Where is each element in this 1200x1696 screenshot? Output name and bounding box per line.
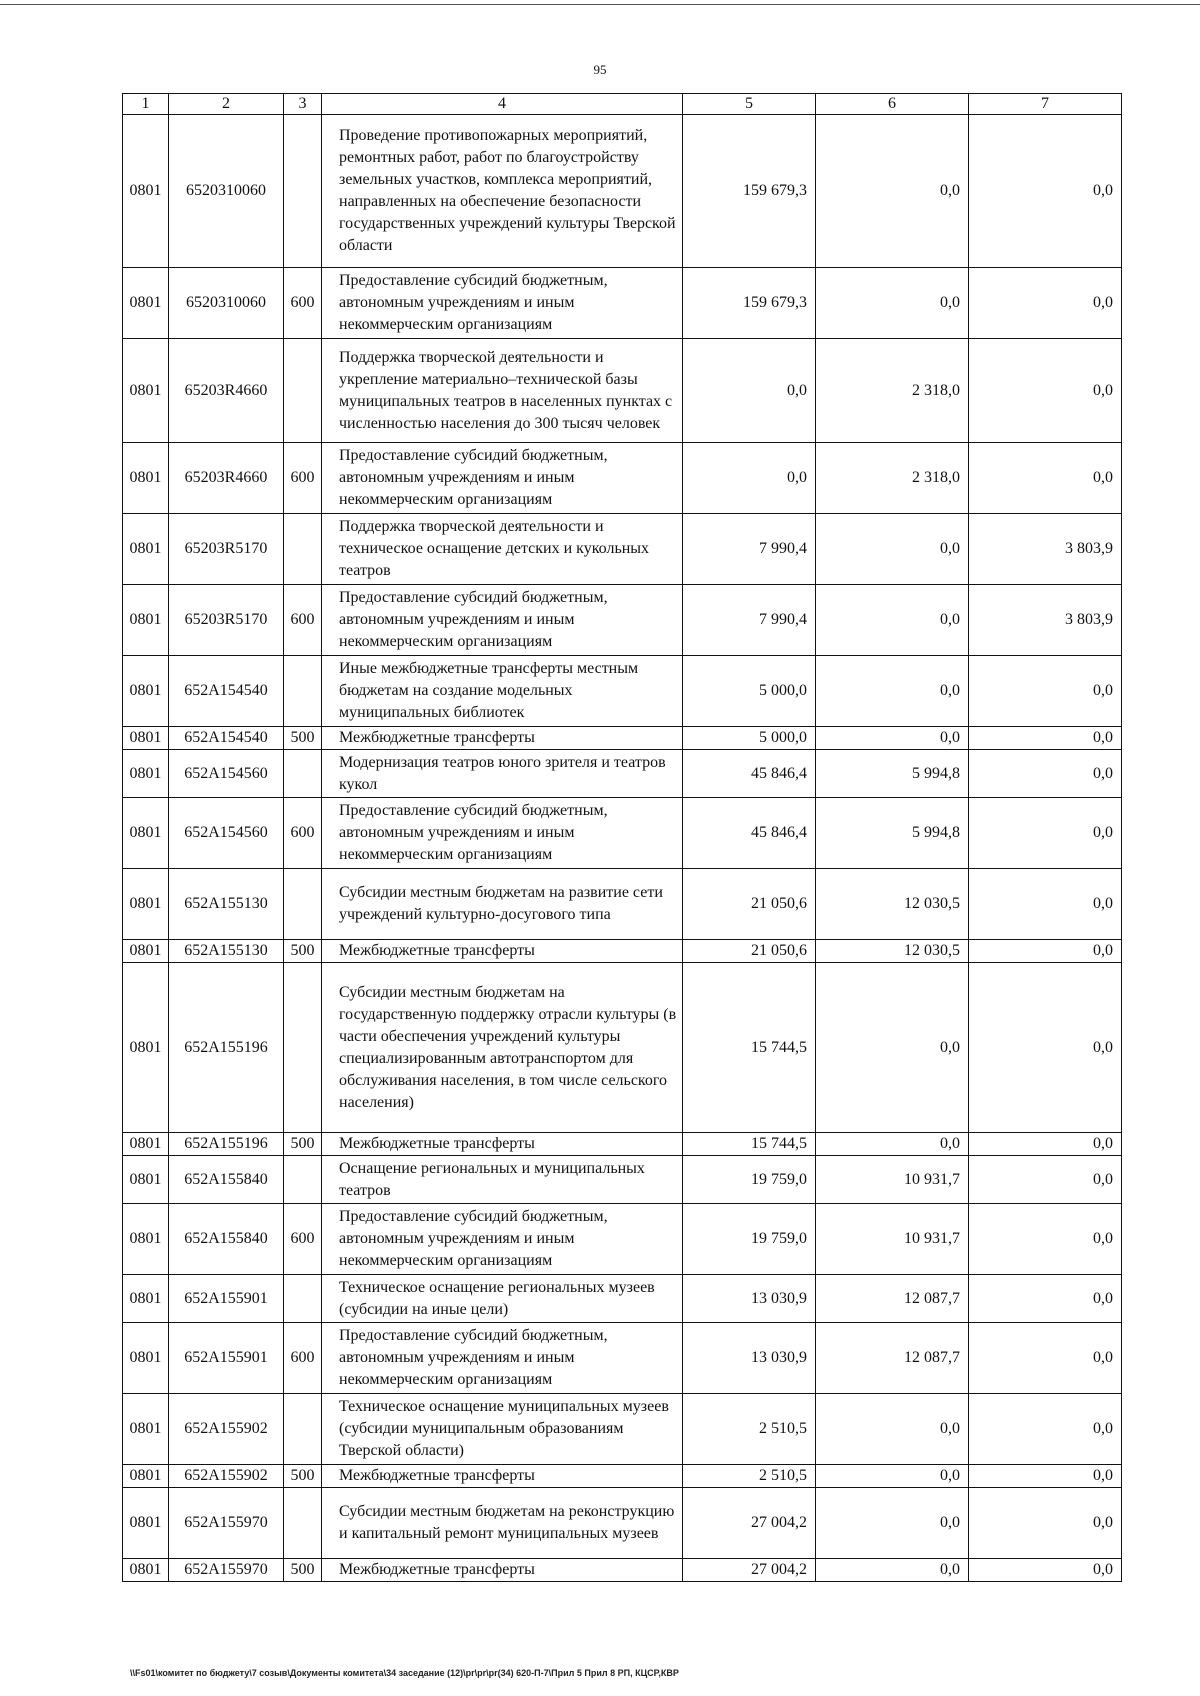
expense-type-cell: 500 bbox=[284, 1133, 322, 1156]
description-cell: Межбюджетные трансферты bbox=[322, 727, 683, 750]
amount-col6-cell: 12 030,5 bbox=[816, 869, 969, 940]
section-code-cell: 0801 bbox=[123, 963, 169, 1133]
target-code-cell: 65203R4660 bbox=[169, 339, 284, 443]
header-col-6: 6 bbox=[816, 94, 969, 115]
target-code-cell: 6520310060 bbox=[169, 268, 284, 339]
amount-col7-cell: 0,0 bbox=[969, 940, 1122, 963]
amount-col5-cell: 2 510,5 bbox=[683, 1394, 816, 1465]
target-code-cell: 652A155196 bbox=[169, 1133, 284, 1156]
description-cell: Предоставление субсидий бюджетным, автономным учреждениям и иным некоммерческим организациям bbox=[322, 268, 683, 339]
expense-type-cell bbox=[284, 514, 322, 585]
amount-col7-cell: 0,0 bbox=[969, 798, 1122, 869]
expense-type-cell: 600 bbox=[284, 268, 322, 339]
amount-col6-cell: 5 994,8 bbox=[816, 798, 969, 869]
description-cell: Техническое оснащение муниципальных музеев (субсидии муниципальным образованиям Тверской области) bbox=[322, 1394, 683, 1465]
section-code-cell: 0801 bbox=[123, 727, 169, 750]
target-code-cell: 652A154560 bbox=[169, 798, 284, 869]
amount-col6-cell: 12 087,7 bbox=[816, 1323, 969, 1394]
description-cell: Межбюджетные трансферты bbox=[322, 1465, 683, 1488]
amount-col7-cell: 0,0 bbox=[969, 339, 1122, 443]
amount-col7-cell: 0,0 bbox=[969, 268, 1122, 339]
description-cell: Иные межбюджетные трансферты местным бюджетам на создание модельных муниципальных библиотек bbox=[322, 656, 683, 727]
table-row bbox=[123, 443, 1122, 514]
expense-type-cell: 500 bbox=[284, 1559, 322, 1582]
target-code-cell: 652A155902 bbox=[169, 1465, 284, 1488]
table-header bbox=[123, 94, 1122, 115]
target-code-cell: 652A155196 bbox=[169, 963, 284, 1133]
expense-type-cell bbox=[284, 869, 322, 940]
amount-col6-cell: 10 931,7 bbox=[816, 1204, 969, 1275]
section-code-cell: 0801 bbox=[123, 443, 169, 514]
section-code-cell: 0801 bbox=[123, 1323, 169, 1394]
amount-col7-cell: 0,0 bbox=[969, 727, 1122, 750]
expense-type-cell: 500 bbox=[284, 940, 322, 963]
table-row bbox=[123, 656, 1122, 727]
amount-col6-cell: 12 087,7 bbox=[816, 1275, 969, 1323]
amount-col7-cell: 0,0 bbox=[969, 869, 1122, 940]
section-code-cell: 0801 bbox=[123, 1465, 169, 1488]
section-code-cell: 0801 bbox=[123, 869, 169, 940]
amount-col5-cell: 15 744,5 bbox=[683, 1133, 816, 1156]
expense-type-cell bbox=[284, 656, 322, 727]
amount-col6-cell: 0,0 bbox=[816, 727, 969, 750]
amount-col6-cell: 0,0 bbox=[816, 1559, 969, 1582]
amount-col7-cell: 0,0 bbox=[969, 1559, 1122, 1582]
description-cell: Субсидии местным бюджетам на реконструкцию и капитальный ремонт муниципальных музеев bbox=[322, 1488, 683, 1559]
amount-col7-cell: 0,0 bbox=[969, 443, 1122, 514]
table-row bbox=[123, 1488, 1122, 1559]
amount-col5-cell: 2 510,5 bbox=[683, 1465, 816, 1488]
table-row bbox=[123, 1204, 1122, 1275]
description-cell: Предоставление субсидий бюджетным, автономным учреждениям и иным некоммерческим организациям bbox=[322, 1204, 683, 1275]
amount-col6-cell: 0,0 bbox=[816, 514, 969, 585]
table-row bbox=[123, 798, 1122, 869]
description-cell: Техническое оснащение региональных музеев (субсидии на иные цели) bbox=[322, 1275, 683, 1323]
section-code-cell: 0801 bbox=[123, 1133, 169, 1156]
amount-col6-cell: 2 318,0 bbox=[816, 339, 969, 443]
section-code-cell: 0801 bbox=[123, 750, 169, 798]
budget-table bbox=[122, 93, 1122, 1582]
section-code-cell: 0801 bbox=[123, 1275, 169, 1323]
header-col-2: 2 bbox=[169, 94, 284, 115]
expense-type-cell bbox=[284, 963, 322, 1133]
amount-col6-cell: 10 931,7 bbox=[816, 1156, 969, 1204]
expense-type-cell bbox=[284, 1156, 322, 1204]
section-code-cell: 0801 bbox=[123, 1559, 169, 1582]
target-code-cell: 652A154560 bbox=[169, 750, 284, 798]
expense-type-cell: 500 bbox=[284, 727, 322, 750]
table-row bbox=[123, 750, 1122, 798]
amount-col5-cell: 21 050,6 bbox=[683, 869, 816, 940]
target-code-cell: 652A154540 bbox=[169, 656, 284, 727]
target-code-cell: 652A155130 bbox=[169, 869, 284, 940]
section-code-cell: 0801 bbox=[123, 656, 169, 727]
section-code-cell: 0801 bbox=[123, 1488, 169, 1559]
amount-col7-cell: 0,0 bbox=[969, 1394, 1122, 1465]
description-cell: Поддержка творческой деятельности и техническое оснащение детских и кукольных театров bbox=[322, 514, 683, 585]
section-code-cell: 0801 bbox=[123, 115, 169, 268]
table-row bbox=[123, 1156, 1122, 1204]
table-row bbox=[123, 727, 1122, 750]
amount-col6-cell: 0,0 bbox=[816, 656, 969, 727]
expense-type-cell bbox=[284, 115, 322, 268]
amount-col7-cell: 0,0 bbox=[969, 1133, 1122, 1156]
amount-col5-cell: 15 744,5 bbox=[683, 963, 816, 1133]
target-code-cell: 6520310060 bbox=[169, 115, 284, 268]
description-cell: Субсидии местным бюджетам на государственную поддержку отрасли культуры (в части обеспечения учреждений культуры специализированным автотранспортом для обслуживания населения, в том числе сельского населения) bbox=[322, 963, 683, 1133]
amount-col7-cell: 0,0 bbox=[969, 115, 1122, 268]
expense-type-cell: 600 bbox=[284, 1204, 322, 1275]
expense-type-cell: 500 bbox=[284, 1465, 322, 1488]
amount-col7-cell: 0,0 bbox=[969, 656, 1122, 727]
target-code-cell: 652A154540 bbox=[169, 727, 284, 750]
target-code-cell: 652A155970 bbox=[169, 1488, 284, 1559]
target-code-cell: 652A155840 bbox=[169, 1156, 284, 1204]
description-cell: Предоставление субсидий бюджетным, автономным учреждениям и иным некоммерческим организациям bbox=[322, 585, 683, 656]
amount-col6-cell: 2 318,0 bbox=[816, 443, 969, 514]
table-row bbox=[123, 963, 1122, 1133]
expense-type-cell bbox=[284, 1275, 322, 1323]
section-code-cell: 0801 bbox=[123, 514, 169, 585]
target-code-cell: 65203R5170 bbox=[169, 514, 284, 585]
target-code-cell: 652A155901 bbox=[169, 1275, 284, 1323]
header-col-7: 7 bbox=[969, 94, 1122, 115]
amount-col7-cell: 3 803,9 bbox=[969, 514, 1122, 585]
amount-col6-cell: 0,0 bbox=[816, 1394, 969, 1465]
expense-type-cell bbox=[284, 1394, 322, 1465]
table-body bbox=[123, 115, 1122, 1582]
amount-col5-cell: 5 000,0 bbox=[683, 727, 816, 750]
amount-col5-cell: 0,0 bbox=[683, 339, 816, 443]
description-cell: Проведение противопожарных мероприятий, ремонтных работ, работ по благоустройству земельных участков, комплекса мероприятий, направленных на обеспечение безопасности государственных учреждений культуры Тверской области bbox=[322, 115, 683, 268]
table-row bbox=[123, 1275, 1122, 1323]
amount-col5-cell: 5 000,0 bbox=[683, 656, 816, 727]
amount-col5-cell: 0,0 bbox=[683, 443, 816, 514]
target-code-cell: 65203R4660 bbox=[169, 443, 284, 514]
amount-col5-cell: 7 990,4 bbox=[683, 514, 816, 585]
description-cell: Модернизация театров юного зрителя и театров кукол bbox=[322, 750, 683, 798]
amount-col7-cell: 0,0 bbox=[969, 1488, 1122, 1559]
header-col-5: 5 bbox=[683, 94, 816, 115]
amount-col6-cell: 12 030,5 bbox=[816, 940, 969, 963]
amount-col5-cell: 7 990,4 bbox=[683, 585, 816, 656]
amount-col5-cell: 159 679,3 bbox=[683, 115, 816, 268]
expense-type-cell bbox=[284, 339, 322, 443]
description-cell: Предоставление субсидий бюджетным, автономным учреждениям и иным некоммерческим организациям bbox=[322, 798, 683, 869]
amount-col5-cell: 45 846,4 bbox=[683, 798, 816, 869]
description-cell: Оснащение региональных и муниципальных театров bbox=[322, 1156, 683, 1204]
section-code-cell: 0801 bbox=[123, 339, 169, 443]
table-row bbox=[123, 1323, 1122, 1394]
amount-col6-cell: 0,0 bbox=[816, 585, 969, 656]
expense-type-cell: 600 bbox=[284, 585, 322, 656]
amount-col5-cell: 159 679,3 bbox=[683, 268, 816, 339]
amount-col7-cell: 0,0 bbox=[969, 1275, 1122, 1323]
table-row bbox=[123, 1133, 1122, 1156]
header-row bbox=[123, 94, 1122, 115]
amount-col7-cell: 0,0 bbox=[969, 963, 1122, 1133]
expense-type-cell: 600 bbox=[284, 443, 322, 514]
amount-col7-cell: 0,0 bbox=[969, 750, 1122, 798]
amount-col6-cell: 0,0 bbox=[816, 115, 969, 268]
table-row bbox=[123, 1394, 1122, 1465]
section-code-cell: 0801 bbox=[123, 585, 169, 656]
section-code-cell: 0801 bbox=[123, 1394, 169, 1465]
header-col-3: 3 bbox=[284, 94, 322, 115]
expense-type-cell bbox=[284, 750, 322, 798]
description-cell: Предоставление субсидий бюджетным, автономным учреждениям и иным некоммерческим организациям bbox=[322, 1323, 683, 1394]
table-row bbox=[123, 869, 1122, 940]
amount-col7-cell: 0,0 bbox=[969, 1156, 1122, 1204]
target-code-cell: 65203R5170 bbox=[169, 585, 284, 656]
amount-col5-cell: 21 050,6 bbox=[683, 940, 816, 963]
table-row bbox=[123, 1559, 1122, 1582]
expense-type-cell: 600 bbox=[284, 1323, 322, 1394]
table-row bbox=[123, 115, 1122, 268]
amount-col5-cell: 45 846,4 bbox=[683, 750, 816, 798]
table-row bbox=[123, 339, 1122, 443]
description-cell: Межбюджетные трансферты bbox=[322, 1133, 683, 1156]
description-cell: Межбюджетные трансферты bbox=[322, 940, 683, 963]
page-number: 95 bbox=[593, 62, 607, 77]
table-row bbox=[123, 585, 1122, 656]
amount-col5-cell: 19 759,0 bbox=[683, 1204, 816, 1275]
section-code-cell: 0801 bbox=[123, 798, 169, 869]
file-path-footer: \\Fs01\комитет по бюджету\7 созыв\Документы комитета\34 заседание (12)\pr\pr\pr(34) 620-П-7\Прил 5 Прил 8 РП, КЦСР,КВР bbox=[130, 1668, 679, 1678]
section-code-cell: 0801 bbox=[123, 268, 169, 339]
expense-type-cell: 600 bbox=[284, 798, 322, 869]
description-cell: Субсидии местным бюджетам на развитие сети учреждений культурно-досугового типа bbox=[322, 869, 683, 940]
section-code-cell: 0801 bbox=[123, 1204, 169, 1275]
amount-col7-cell: 0,0 bbox=[969, 1204, 1122, 1275]
amount-col6-cell: 5 994,8 bbox=[816, 750, 969, 798]
amount-col7-cell: 0,0 bbox=[969, 1465, 1122, 1488]
description-cell: Предоставление субсидий бюджетным, автономным учреждениям и иным некоммерческим организациям bbox=[322, 443, 683, 514]
expense-type-cell bbox=[284, 1488, 322, 1559]
table-row bbox=[123, 514, 1122, 585]
amount-col7-cell: 0,0 bbox=[969, 1323, 1122, 1394]
amount-col6-cell: 0,0 bbox=[816, 1465, 969, 1488]
amount-col6-cell: 0,0 bbox=[816, 1488, 969, 1559]
table-row bbox=[123, 1465, 1122, 1488]
top-rule bbox=[0, 4, 1200, 5]
target-code-cell: 652A155840 bbox=[169, 1204, 284, 1275]
amount-col5-cell: 13 030,9 bbox=[683, 1275, 816, 1323]
target-code-cell: 652A155901 bbox=[169, 1323, 284, 1394]
target-code-cell: 652A155902 bbox=[169, 1394, 284, 1465]
section-code-cell: 0801 bbox=[123, 940, 169, 963]
amount-col6-cell: 0,0 bbox=[816, 1133, 969, 1156]
amount-col6-cell: 0,0 bbox=[816, 268, 969, 339]
amount-col7-cell: 3 803,9 bbox=[969, 585, 1122, 656]
target-code-cell: 652A155970 bbox=[169, 1559, 284, 1582]
description-cell: Поддержка творческой деятельности и укрепление материально–технической базы муниципальных театров в населенных пунктах с численностью населения до 300 тысяч человек bbox=[322, 339, 683, 443]
amount-col5-cell: 19 759,0 bbox=[683, 1156, 816, 1204]
amount-col5-cell: 27 004,2 bbox=[683, 1559, 816, 1582]
amount-col6-cell: 0,0 bbox=[816, 963, 969, 1133]
target-code-cell: 652A155130 bbox=[169, 940, 284, 963]
amount-col5-cell: 27 004,2 bbox=[683, 1488, 816, 1559]
header-col-4: 4 bbox=[322, 94, 683, 115]
table-row bbox=[123, 940, 1122, 963]
section-code-cell: 0801 bbox=[123, 1156, 169, 1204]
description-cell: Межбюджетные трансферты bbox=[322, 1559, 683, 1582]
header-col-1: 1 bbox=[123, 94, 169, 115]
table-row bbox=[123, 268, 1122, 339]
amount-col5-cell: 13 030,9 bbox=[683, 1323, 816, 1394]
